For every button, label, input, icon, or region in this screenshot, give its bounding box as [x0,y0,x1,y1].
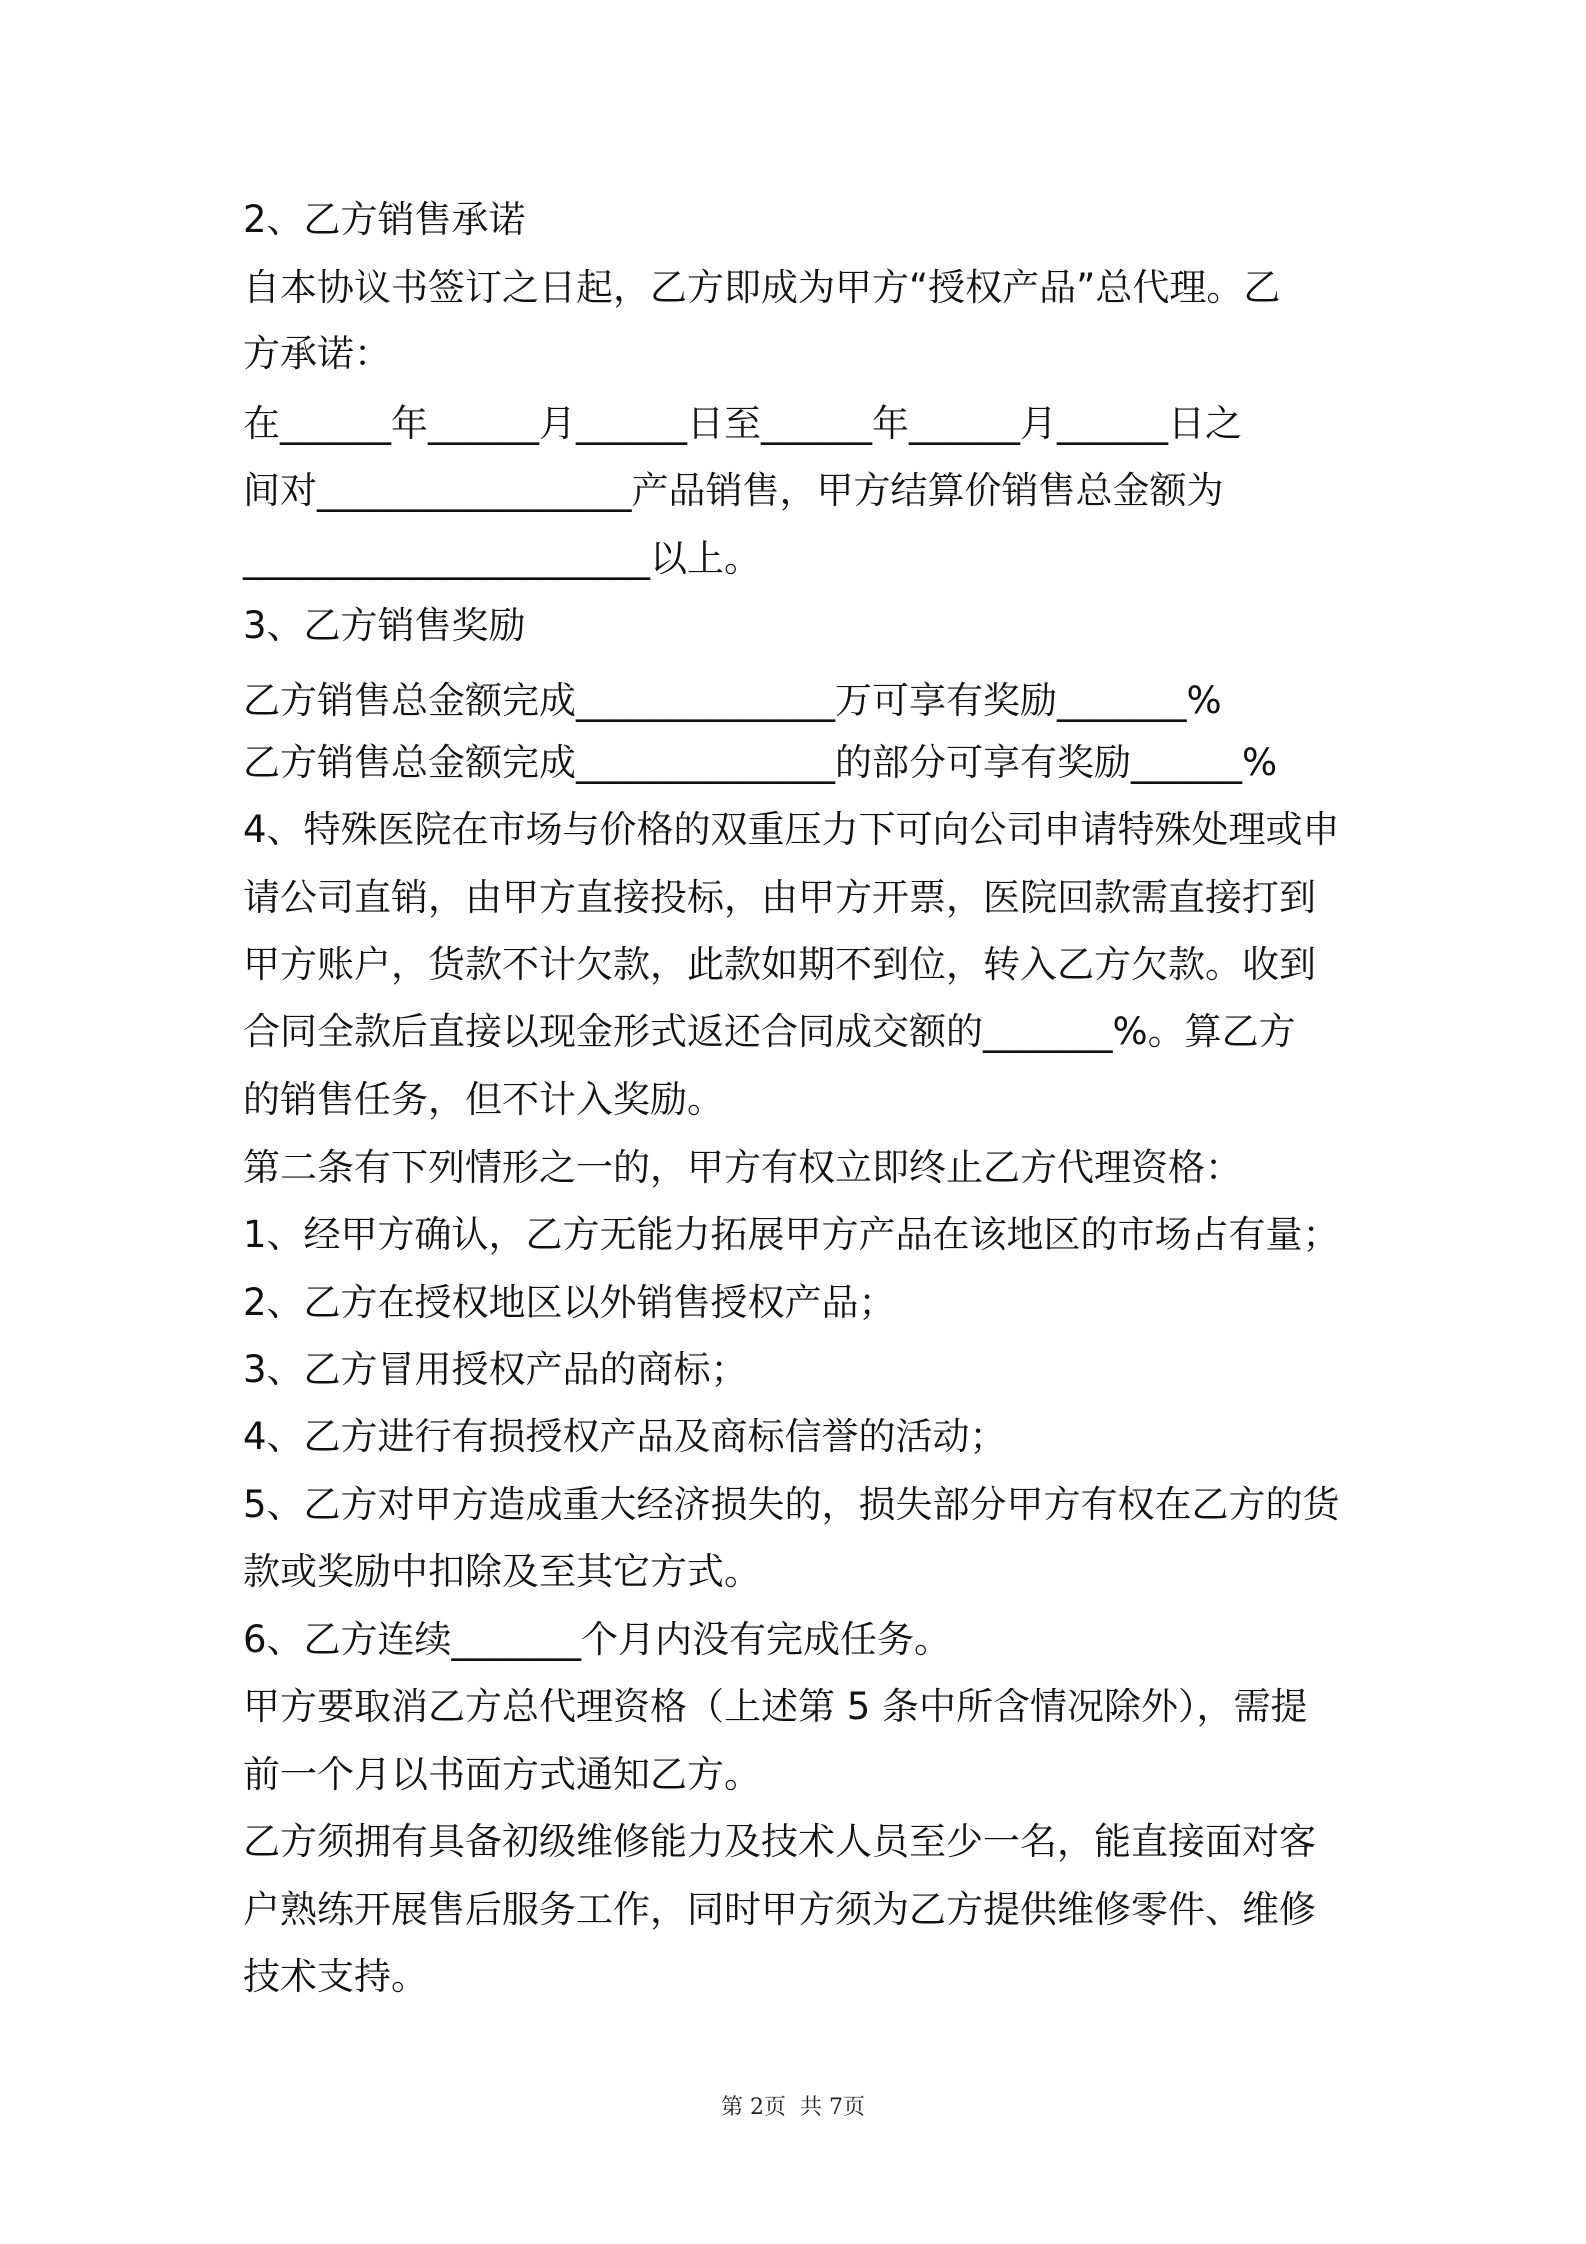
text-line: 乙方须拥有具备初级维修能力及技术人员至少一名，能直接面对客 [243,1820,1316,1863]
text-line: 2、乙方销售承诺 [243,198,526,241]
text-line: 第二条有下列情形之一的，甲方有权立即终止乙方代理资格： [243,1146,1242,1189]
text-line: 乙方销售总金额完成______________万可享有奖励_______% [243,679,1222,722]
text-line: 前一个月以书面方式通知乙方。 [243,1753,761,1796]
text-line: 4、特殊医院在市场与价格的双重压力下可向公司申请特殊处理或申 [243,808,1340,851]
text-line: 甲方要取消乙方总代理资格（上述第 5 条中所含情况除外），需提 [243,1685,1308,1728]
text-line: 3、乙方销售奖励 [243,604,526,647]
text-line: 合同全款后直接以现金形式返还合同成交额的_______%。算乙方 [243,1010,1296,1053]
text-line: 方承诺： [243,332,391,375]
text-line: 3、乙方冒用授权产品的商标； [243,1348,748,1391]
text-line: 户熟练开展售后服务工作，同时甲方须为乙方提供维修零件、维修 [243,1888,1316,1931]
text-line: 1、经甲方确认，乙方无能力拓展甲方产品在该地区的市场占有量； [243,1213,1340,1256]
text-line: 4、乙方进行有损授权产品及商标信誉的活动； [243,1415,1007,1458]
text-line: 5、乙方对甲方造成重大经济损失的，损失部分甲方有权在乙方的货 [243,1483,1340,1526]
text-line: 自本协议书签订之日起，乙方即成为甲方“授权产品”总代理。乙 [243,266,1281,309]
text-line: 甲方账户，货款不计欠款，此款如期不到位，转入乙方欠款。收到 [243,943,1316,986]
text-line: 在______年______月______日至______年______月______日之 [243,402,1242,445]
text-line: 2、乙方在授权地区以外销售授权产品； [243,1281,896,1324]
text-line: 款或奖励中扣除及至其它方式。 [243,1550,761,1593]
text-line: 6、乙方连续_______个月内没有完成任务。 [243,1618,952,1661]
text-line: 技术支持。 [243,1955,428,1998]
text-line: 请公司直销，由甲方直接投标，由甲方开票，医院回款需直接打到 [243,876,1316,919]
text-line: 乙方销售总金额完成______________的部分可享有奖励______% [243,741,1278,784]
text-line: ______________________以上。 [243,537,761,580]
text-line: 间对_________________产品销售，甲方结算价销售总金额为 [243,469,1224,512]
text-line: 的销售任务，但不计入奖励。 [243,1078,724,1121]
page-number-footer: 第 2页 共 7页 [721,2095,865,2120]
